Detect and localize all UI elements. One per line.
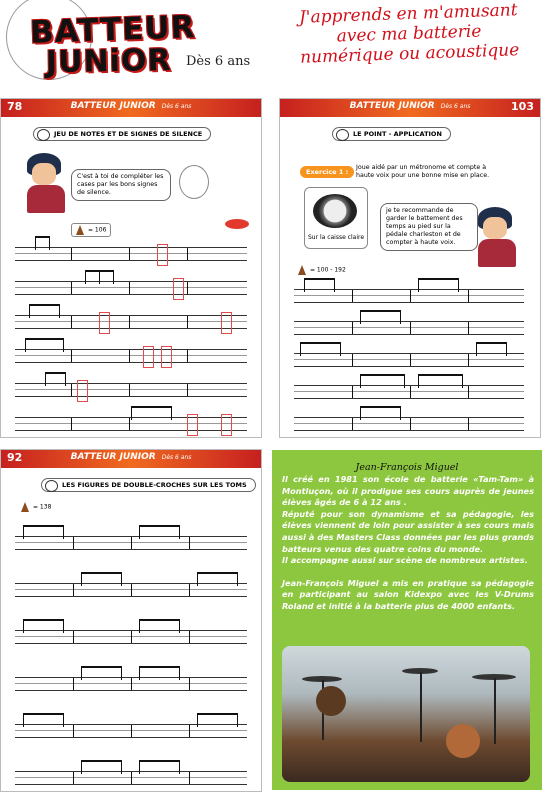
- cartoon-kid: [27, 153, 67, 217]
- staff: [15, 724, 247, 738]
- answer-box: [99, 312, 110, 334]
- answer-box: [143, 346, 154, 368]
- splat-icon: [225, 219, 249, 229]
- page-103-preview: [279, 98, 541, 438]
- tagline-line-1: J'apprends en m'amusant: [298, 0, 518, 28]
- staff: [294, 417, 524, 431]
- cartoon-kid: [478, 207, 518, 271]
- banner-subtitle: Dès 6 ans: [161, 454, 192, 461]
- drummer-icon: [336, 129, 349, 141]
- speech-bubble: je te recommande de garder le battement des temps au pied sur la pédale charleston et de compter à haute voix.: [380, 203, 478, 251]
- banner-subtitle: Dès 6 ans: [440, 103, 471, 110]
- page-78-preview: [0, 98, 262, 438]
- page-number: 78: [7, 100, 23, 113]
- page-92-preview: [0, 449, 262, 792]
- bio-paragraph: Il créé en 1981 son école de batterie «Tam-Tam» à Montluçon, où il prodigue ses cours auprès de jeunes élèves âgés de 6 à 12 ans .: [282, 474, 534, 508]
- page-number: 92: [7, 451, 23, 464]
- tempo-marking: [298, 265, 346, 275]
- answer-box: [221, 414, 232, 436]
- staff: [15, 383, 247, 397]
- page-number: 103: [511, 100, 534, 113]
- age-label: Dès 6 ans: [186, 54, 251, 69]
- staff: [15, 630, 247, 644]
- bio-panel: [272, 450, 542, 790]
- section-heading-text: LE POINT - APPLICATION: [353, 130, 442, 138]
- staff: [15, 583, 247, 597]
- answer-box: [77, 380, 88, 402]
- staff: [294, 385, 524, 399]
- answer-box: [161, 346, 172, 368]
- tempo-value: = 106: [88, 226, 107, 234]
- staff: [15, 771, 247, 785]
- staff: [15, 536, 247, 550]
- banner-title: BATTEUR JUNIOR: [349, 101, 435, 111]
- metronome-icon: [298, 265, 306, 275]
- banner-title: BATTEUR JUNIOR: [70, 452, 156, 462]
- tagline: [278, 0, 540, 69]
- tempo-marking: [71, 223, 111, 237]
- drummer-icon: [37, 129, 50, 141]
- exercise-label: Exercice 1 :: [300, 166, 354, 178]
- section-heading: [41, 478, 256, 492]
- staff: [15, 349, 247, 363]
- tempo-marking: [21, 502, 51, 512]
- exercise-text: Joue aidé par un métronome et compte à haute voix pour une bonne mise en place.: [356, 164, 490, 179]
- staff: [294, 353, 524, 367]
- bio-paragraph: Jean-François Miguel a mis en pratique sa pédagogie en participant au salon Kidexpo avec les V-Drums Roland et initié à la batterie plus de 4000 enfants.: [282, 577, 534, 611]
- staff: [294, 289, 524, 303]
- banner-title: BATTEUR JUNIOR: [70, 101, 156, 111]
- answer-box: [187, 414, 198, 436]
- tempo-value: = 100 - 192: [310, 266, 346, 274]
- hand-pencil-icon: [179, 165, 209, 199]
- speech-bubble: C'est à toi de compléter les cases par les bons signes de silence.: [71, 169, 171, 201]
- kids-drumming-photo: [282, 646, 530, 782]
- snare-drum-figure: [304, 187, 368, 249]
- section-heading: [33, 127, 211, 141]
- page-banner: [1, 99, 261, 117]
- logo: [0, 0, 280, 92]
- tempo-value: = 138: [33, 503, 52, 511]
- bio-paragraph: Réputé pour son dynamisme et sa pédagogie, les élèves viennent de loin pour assister à ses cours mais aussi à des Masters Class données par les plus grands batteurs venus des quatre coins du monde.: [282, 508, 534, 554]
- section-heading: [332, 127, 451, 141]
- snare-drum-icon: [313, 194, 357, 228]
- answer-box: [221, 312, 232, 334]
- staff: [15, 677, 247, 691]
- metronome-icon: [76, 225, 84, 235]
- section-heading-text: JEU DE NOTES ET DE SIGNES DE SILENCE: [54, 130, 203, 138]
- staff: [15, 315, 247, 329]
- bio-title: Jean-François Miguel: [355, 462, 459, 473]
- logo-line-2: JUNiOR: [45, 42, 172, 81]
- banner-subtitle: Dès 6 ans: [161, 103, 192, 110]
- bio-paragraph: Il accompagne aussi sur scène de nombreux artistes.: [282, 555, 528, 566]
- staff: [15, 417, 247, 431]
- drummer-icon: [45, 480, 58, 492]
- drum-caption: Sur la caisse claire: [307, 234, 365, 241]
- page-banner: [1, 450, 261, 468]
- staff: [15, 247, 247, 261]
- sheet-music: [294, 289, 524, 438]
- tagline-line-2: avec ma batterie: [336, 21, 482, 47]
- section-heading-text: LES FIGURES DE DOUBLE-CROCHES SUR LES TOMS: [62, 481, 247, 489]
- logo-line-1: BATTEUR: [29, 9, 197, 51]
- answer-box: [157, 244, 168, 266]
- staff: [15, 281, 247, 295]
- answer-box: [173, 278, 184, 300]
- tagline-line-3: numérique ou acoustique: [299, 40, 520, 68]
- sheet-music: [15, 536, 247, 785]
- metronome-icon: [21, 502, 29, 512]
- sheet-music: [15, 247, 247, 438]
- bio-text: [282, 474, 534, 613]
- staff: [294, 321, 524, 335]
- page-banner: [280, 99, 540, 117]
